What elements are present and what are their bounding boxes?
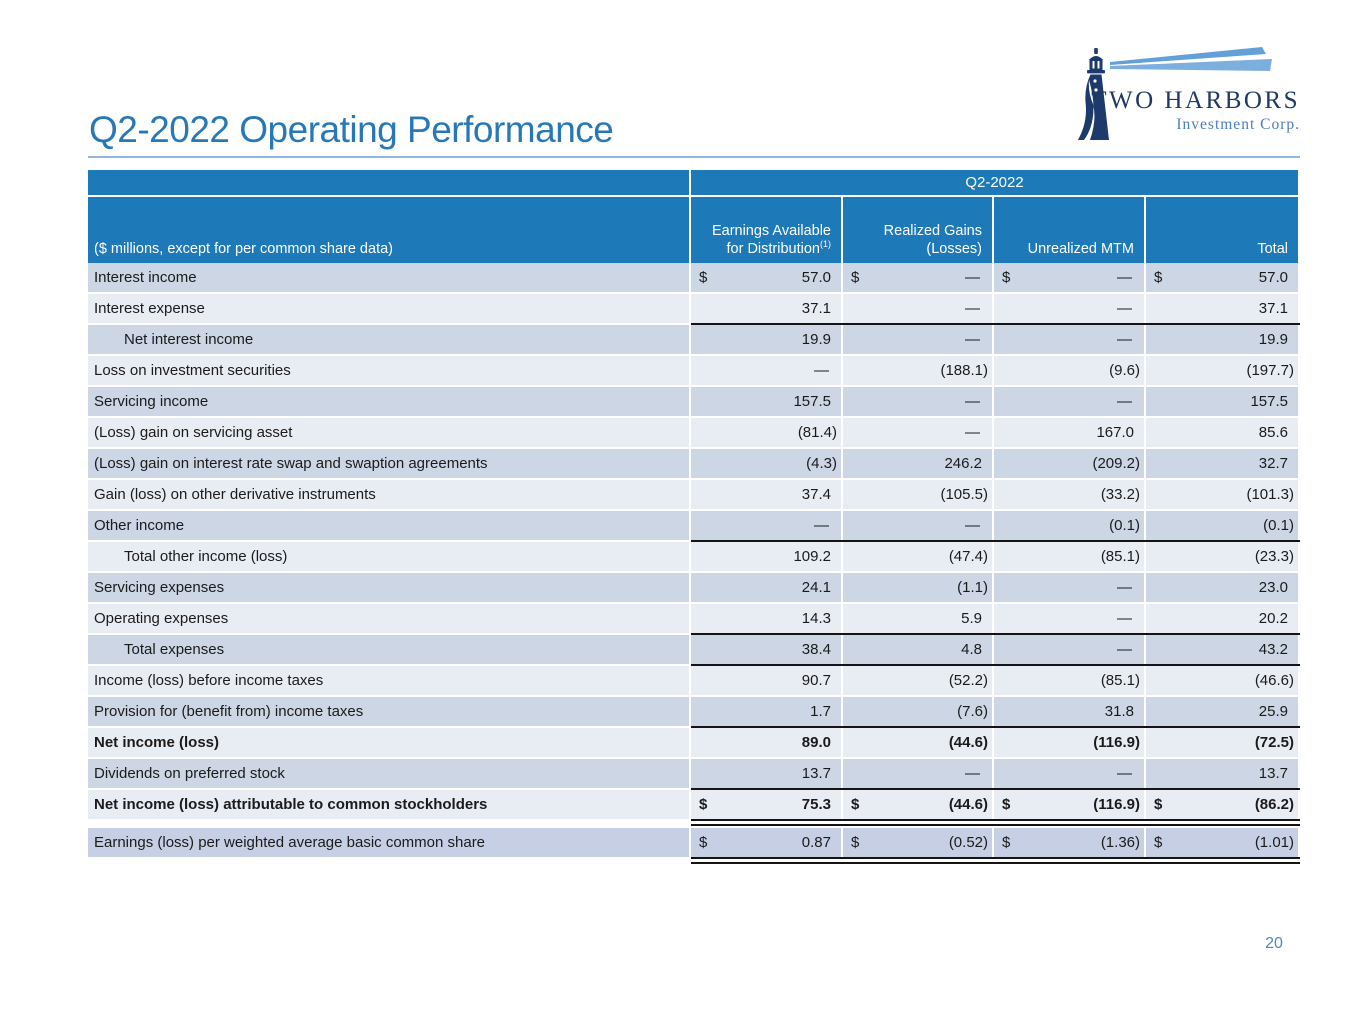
cell-value: —	[1117, 300, 1132, 317]
cell-value: (23.3)	[1254, 548, 1294, 565]
cell-value: (116.9)	[1093, 734, 1140, 751]
value-cell	[994, 728, 1146, 757]
company-logo	[1066, 46, 1302, 142]
table-row	[88, 697, 1300, 726]
value-cell	[1146, 480, 1298, 509]
value-cell	[1146, 325, 1298, 354]
cell-value: 14.3	[801, 610, 831, 627]
row-label: (Loss) gain on interest rate swap and swaption agreements	[88, 449, 691, 478]
row-label: Earnings (loss) per weighted average basic common share	[88, 828, 691, 857]
cell-value: —	[814, 362, 829, 379]
row-label: Loss on investment securities	[88, 356, 691, 385]
cell-value: 1.7	[810, 703, 831, 720]
value-cell	[843, 325, 994, 354]
value-cell	[1146, 635, 1298, 664]
row-label: Interest expense	[88, 294, 691, 323]
value-cell	[843, 263, 994, 292]
dollar-sign: $	[1002, 269, 1011, 286]
value-cell	[994, 387, 1146, 416]
cell-value: (0.52)	[948, 834, 988, 851]
cell-value: (47.4)	[948, 548, 988, 565]
row-label: Interest income	[88, 263, 691, 292]
row-label: Total other income (loss)	[88, 542, 691, 571]
value-cell	[691, 728, 843, 757]
value-cell	[691, 666, 843, 695]
cell-value: (9.6)	[1109, 362, 1140, 379]
table-row	[88, 511, 1300, 540]
lighthouse-beam-icon	[1110, 47, 1272, 71]
column-header-0: Earnings Available for Distribution$^{(1)}$	[691, 197, 843, 263]
dollar-sign: $	[699, 834, 708, 851]
row-label: Dividends on preferred stock	[88, 759, 691, 788]
cell-value: (7.6)	[957, 703, 988, 720]
table-row	[88, 635, 1300, 664]
dollar-sign: $	[1154, 796, 1163, 813]
value-cell	[994, 325, 1146, 354]
value-cell	[843, 697, 994, 726]
value-cell	[843, 666, 994, 695]
cell-value: (1.01)	[1254, 834, 1294, 851]
cell-value: (85.1)	[1100, 548, 1140, 565]
value-cell	[1146, 790, 1298, 819]
cell-value: —	[1117, 331, 1132, 348]
row-label: (Loss) gain on servicing asset	[88, 418, 691, 447]
value-cell	[994, 511, 1146, 540]
cell-value: 57.0	[801, 269, 831, 286]
dollar-sign: $	[1002, 796, 1011, 813]
cell-value: —	[814, 517, 829, 534]
value-cell	[1146, 263, 1298, 292]
cell-value: (197.7)	[1246, 362, 1294, 379]
row-label: Income (loss) before income taxes	[88, 666, 691, 695]
logo-wordmark: TWO HARBORS	[1091, 87, 1300, 114]
value-cell	[843, 573, 994, 602]
table-row	[88, 418, 1300, 447]
column-header-3: Total	[1146, 197, 1298, 263]
row-label: Servicing expenses	[88, 573, 691, 602]
value-cell	[691, 790, 843, 819]
cell-value: 23.0	[1258, 579, 1288, 596]
value-cell	[1146, 759, 1298, 788]
cell-value: —	[965, 269, 980, 286]
cell-value: 85.6	[1258, 424, 1288, 441]
cell-value: (85.1)	[1100, 672, 1140, 689]
row-label: Gain (loss) on other derivative instruments	[88, 480, 691, 509]
cell-value: 167.0	[1096, 424, 1134, 441]
value-cell	[1146, 294, 1298, 323]
cell-value: —	[1117, 579, 1132, 596]
cell-value: —	[1117, 269, 1132, 286]
table-row	[88, 573, 1300, 602]
cell-value: (105.5)	[940, 486, 988, 503]
page-number: 20	[1265, 935, 1283, 952]
value-cell	[691, 418, 843, 447]
row-label: Provision for (benefit from) income taxes	[88, 697, 691, 726]
value-cell	[1146, 356, 1298, 385]
table-group-header-row	[88, 170, 1300, 197]
value-cell	[691, 480, 843, 509]
value-cell	[1146, 418, 1298, 447]
value-cell	[1146, 728, 1298, 757]
value-cell	[843, 356, 994, 385]
value-cell	[691, 387, 843, 416]
value-cell	[994, 604, 1146, 633]
value-cell	[994, 542, 1146, 571]
cell-value: (4.3)	[806, 455, 837, 472]
column-header-2: Unrealized MTM	[994, 197, 1146, 263]
cell-value: (44.6)	[948, 734, 988, 751]
cell-value: —	[965, 517, 980, 534]
row-label: Net interest income	[88, 325, 691, 354]
cell-value: 89.0	[801, 734, 831, 751]
table-row	[88, 480, 1300, 509]
value-cell	[843, 480, 994, 509]
value-cell	[994, 573, 1146, 602]
value-cell	[1146, 449, 1298, 478]
value-cell	[1146, 511, 1298, 540]
value-cell	[1146, 387, 1298, 416]
value-cell	[691, 511, 843, 540]
table-row	[88, 356, 1300, 385]
value-cell	[994, 356, 1146, 385]
value-cell	[994, 666, 1146, 695]
cell-value: 13.7	[801, 765, 831, 782]
row-label: Servicing income	[88, 387, 691, 416]
table-row	[88, 759, 1300, 788]
value-cell	[691, 325, 843, 354]
title-divider	[88, 156, 1300, 158]
cell-value: 157.5	[793, 393, 831, 410]
page-title: Q2-2022 Operating Performance	[89, 108, 614, 150]
cell-value: 5.9	[961, 610, 982, 627]
value-cell	[691, 573, 843, 602]
dollar-sign: $	[1002, 834, 1011, 851]
value-cell	[843, 828, 994, 857]
cell-value: 0.87	[801, 834, 831, 851]
cell-value: —	[965, 393, 980, 410]
table-row	[88, 790, 1300, 819]
value-cell	[691, 828, 843, 857]
value-cell	[994, 790, 1146, 819]
cell-value: 75.3	[801, 796, 831, 813]
cell-value: —	[965, 300, 980, 317]
dollar-sign: $	[851, 796, 860, 813]
value-cell	[843, 511, 994, 540]
value-cell	[691, 759, 843, 788]
table-row	[88, 387, 1300, 416]
cell-value: —	[965, 331, 980, 348]
value-cell	[994, 263, 1146, 292]
row-label: Operating expenses	[88, 604, 691, 633]
value-cell	[691, 263, 843, 292]
table-row	[88, 263, 1300, 292]
value-cell	[1146, 666, 1298, 695]
cell-value: 25.9	[1258, 703, 1288, 720]
value-cell	[843, 728, 994, 757]
cell-value: 246.2	[944, 455, 982, 472]
value-cell	[843, 294, 994, 323]
value-cell	[843, 790, 994, 819]
table-row	[88, 728, 1300, 757]
row-label: Total expenses	[88, 635, 691, 664]
value-cell	[994, 697, 1146, 726]
cell-value: —	[1117, 765, 1132, 782]
cell-value: 19.9	[1258, 331, 1288, 348]
value-cell	[691, 356, 843, 385]
value-cell	[843, 604, 994, 633]
cell-value: 13.7	[1258, 765, 1288, 782]
cell-value: (1.1)	[957, 579, 988, 596]
cell-value: 4.8	[961, 641, 982, 658]
group-header-q2-2022: Q2-2022	[691, 170, 1298, 195]
cell-value: —	[965, 765, 980, 782]
dollar-sign: $	[851, 269, 860, 286]
table-row	[88, 666, 1300, 695]
cell-value: (116.9)	[1093, 796, 1140, 813]
cell-value: (0.1)	[1109, 517, 1140, 534]
cell-value: (52.2)	[948, 672, 988, 689]
value-cell	[994, 635, 1146, 664]
cell-value: 38.4	[801, 641, 831, 658]
table-row	[88, 294, 1300, 323]
cell-value: 37.4	[801, 486, 831, 503]
value-cell	[691, 604, 843, 633]
cell-value: (44.6)	[948, 796, 988, 813]
cell-value: (1.36)	[1100, 834, 1140, 851]
cell-value: (33.2)	[1100, 486, 1140, 503]
table-column-header-row	[88, 197, 1300, 263]
cell-value: —	[1117, 610, 1132, 627]
value-cell	[843, 635, 994, 664]
dollar-sign: $	[699, 796, 708, 813]
cell-value: 20.2	[1258, 610, 1288, 627]
dollar-sign: $	[699, 269, 708, 286]
cell-value: (188.1)	[940, 362, 988, 379]
value-cell	[994, 418, 1146, 447]
value-cell	[994, 828, 1146, 857]
value-cell	[1146, 828, 1298, 857]
cell-value: 90.7	[801, 672, 831, 689]
cell-value: (81.4)	[797, 424, 837, 441]
cell-value: 43.2	[1258, 641, 1288, 658]
dollar-sign: $	[1154, 269, 1163, 286]
value-cell	[843, 542, 994, 571]
value-cell	[691, 449, 843, 478]
cell-value: (86.2)	[1254, 796, 1294, 813]
group-header-spacer	[88, 170, 691, 195]
cell-value: 31.8	[1104, 703, 1134, 720]
value-cell	[843, 418, 994, 447]
cell-value: 37.1	[801, 300, 831, 317]
cell-value: —	[1117, 393, 1132, 410]
row-label: Other income	[88, 511, 691, 540]
value-cell	[994, 480, 1146, 509]
value-cell	[691, 542, 843, 571]
value-cell	[1146, 573, 1298, 602]
dollar-sign: $	[1154, 834, 1163, 851]
cell-value: (209.2)	[1092, 455, 1140, 472]
cell-value: 57.0	[1258, 269, 1288, 286]
row-label: Net income (loss) attributable to common stockholders	[88, 790, 691, 819]
value-cell	[994, 759, 1146, 788]
table-row	[88, 449, 1300, 478]
table-body	[88, 263, 1300, 857]
table-row	[88, 542, 1300, 571]
value-cell	[1146, 542, 1298, 571]
value-cell	[994, 294, 1146, 323]
operating-performance-table	[88, 170, 1300, 866]
value-cell	[843, 387, 994, 416]
value-cell	[691, 294, 843, 323]
value-cell	[994, 449, 1146, 478]
cell-value: (101.3)	[1246, 486, 1294, 503]
table-row	[88, 828, 1300, 857]
cell-value: (0.1)	[1263, 517, 1294, 534]
cell-value: 157.5	[1250, 393, 1288, 410]
cell-value: —	[1117, 641, 1132, 658]
value-cell	[691, 635, 843, 664]
cell-value: 32.7	[1258, 455, 1288, 472]
logo-subtitle: Investment Corp.	[1176, 116, 1300, 133]
cell-value: (46.6)	[1254, 672, 1294, 689]
value-cell	[1146, 697, 1298, 726]
row-label: Net income (loss)	[88, 728, 691, 757]
cell-value: —	[965, 424, 980, 441]
column-header-1: Realized Gains (Losses)	[843, 197, 994, 263]
value-cell	[1146, 604, 1298, 633]
cell-value: 109.2	[793, 548, 831, 565]
row-header-note: ($ millions, except for per common share data)	[88, 197, 691, 263]
dollar-sign: $	[851, 834, 860, 851]
table-row	[88, 604, 1300, 633]
table-row	[88, 325, 1300, 354]
cell-value: 19.9	[801, 331, 831, 348]
cell-value: 24.1	[801, 579, 831, 596]
value-cell	[843, 449, 994, 478]
value-cell	[691, 697, 843, 726]
cell-value: (72.5)	[1254, 734, 1294, 751]
cell-value: 37.1	[1258, 300, 1288, 317]
value-cell	[843, 759, 994, 788]
